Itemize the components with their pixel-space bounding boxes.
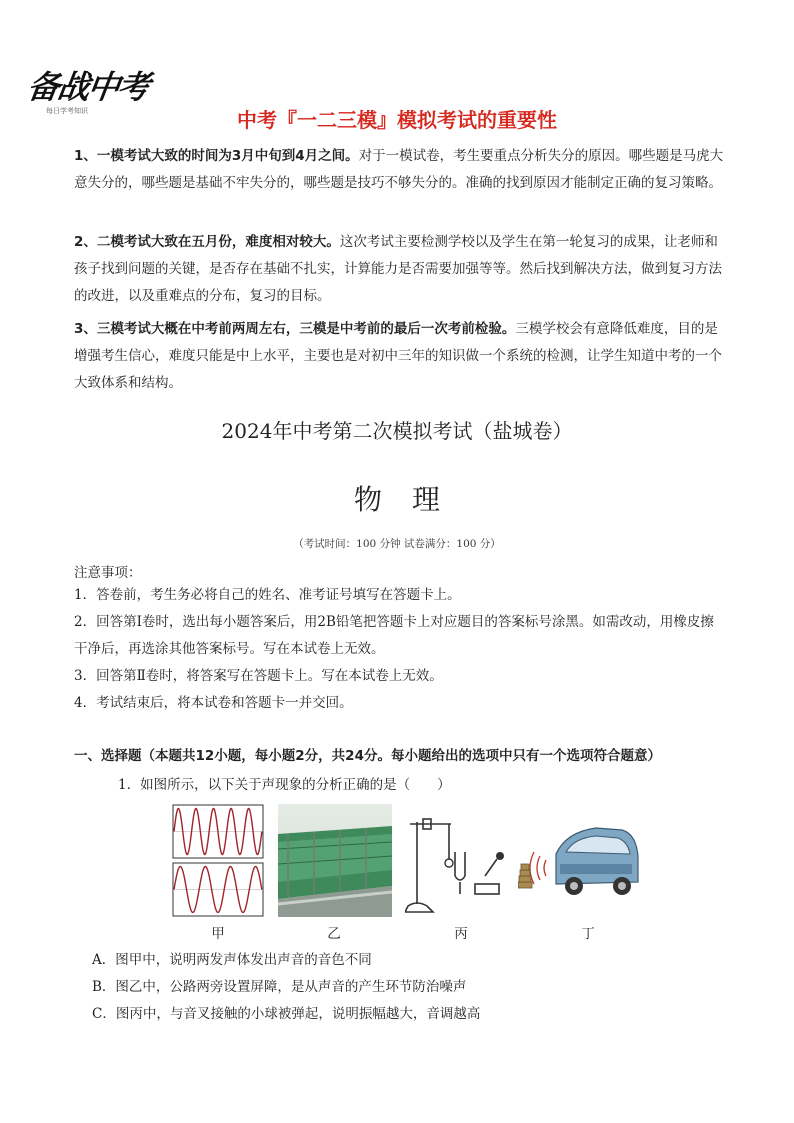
exam-meta: （考试时间：100 分钟 试卷满分：100 分）	[293, 538, 501, 550]
section-heading-text: 一、选择题（本题共12小题，每小题2分，共24分。每小题给出的选项中只有一个选项符合题意）	[74, 748, 661, 764]
importance-heading: 中考『一二三模』模拟考试的重要性	[237, 108, 557, 132]
importance-text: 这次考试主要检测学校以及学生在第一轮复习的成果，让老师和孩子找到问题的关键，是否存在基础不扎实，计算能力是否需要加强等等。然后找到解决方法，做到复习方法的改进，以及重难点的分布，复习的目标。	[74, 234, 722, 304]
question-1: 1．如图所示，以下关于声现象的分析正确的是（ ）	[118, 777, 451, 793]
figure-noise-barrier	[278, 804, 392, 917]
section-heading	[74, 744, 734, 764]
option-b: B．图乙中，公路两旁设置屏障，是从声音的产生环节防治噪声	[92, 979, 467, 995]
figure-label-bing: 丙	[454, 926, 468, 942]
figure-label-yi: 乙	[327, 926, 341, 942]
option-c: C．图丙中，与音叉接触的小球被弹起，说明振幅越大，音调越高	[92, 1006, 481, 1022]
figure-label-ding: 丁	[581, 926, 595, 942]
option-a: A．图甲中，说明两发声体发出声音的音色不同	[92, 952, 372, 968]
importance-lead: 1、一模考试大致的时间为3月中旬到4月之间。	[74, 148, 359, 164]
exam-title: 2024年中考第二次模拟考试（盐城卷）	[221, 419, 573, 443]
note-item-2: 2．回答第Ⅰ卷时，选出每小题答案后，用2B铅笔把答题卡上对应题目的答案标号涂黑。如需改动，用橡皮擦干净后，再选涂其他答案标号。写在本试卷上无效。	[74, 614, 714, 657]
importance-text: 对于一模试卷，考生要重点分析失分的原因。哪些题是马虎大意失分的，哪些题是基础不牢失分的，哪些题是技巧不够失分的。准确的找到原因才能制定正确的复习策略。	[74, 148, 724, 191]
importance-paragraph-3	[74, 316, 724, 397]
importance-paragraph-2	[74, 229, 724, 310]
figure-waveforms	[172, 804, 264, 917]
importance-lead: 2、二模考试大致在五月份，难度相对较大。	[74, 234, 340, 250]
note-item-1: 1．答卷前，考生务必将自己的姓名、准考证号填写在答题卡上。	[74, 587, 461, 603]
figure-parking-sensor	[518, 804, 640, 917]
exam-subject: 物理	[353, 483, 470, 516]
figure-tuning-fork	[405, 804, 517, 917]
logo-brand: 备战中考	[25, 68, 151, 106]
importance-text: 三模学校会有意降低难度，目的是增强考生信心，难度只能是中上水平，主要也是对初中三年的知识做一个系统的检测，让学生知道中考的一个大致体系和结构。	[74, 321, 722, 391]
figure-label-jia: 甲	[211, 926, 225, 942]
note-item-4: 4．考试结束后，将本试卷和答题卡一并交回。	[74, 695, 353, 711]
logo-tagline: 每日学考知识	[46, 107, 88, 115]
importance-paragraph-1	[74, 143, 724, 197]
note-item-3: 3．回答第Ⅱ卷时，将答案写在答题卡上。写在本试卷上无效。	[74, 668, 443, 684]
notes-title: 注意事项：	[74, 565, 142, 581]
importance-lead: 3、三模考试大概在中考前两周左右，三模是中考前的最后一次考前检验。	[74, 321, 516, 337]
